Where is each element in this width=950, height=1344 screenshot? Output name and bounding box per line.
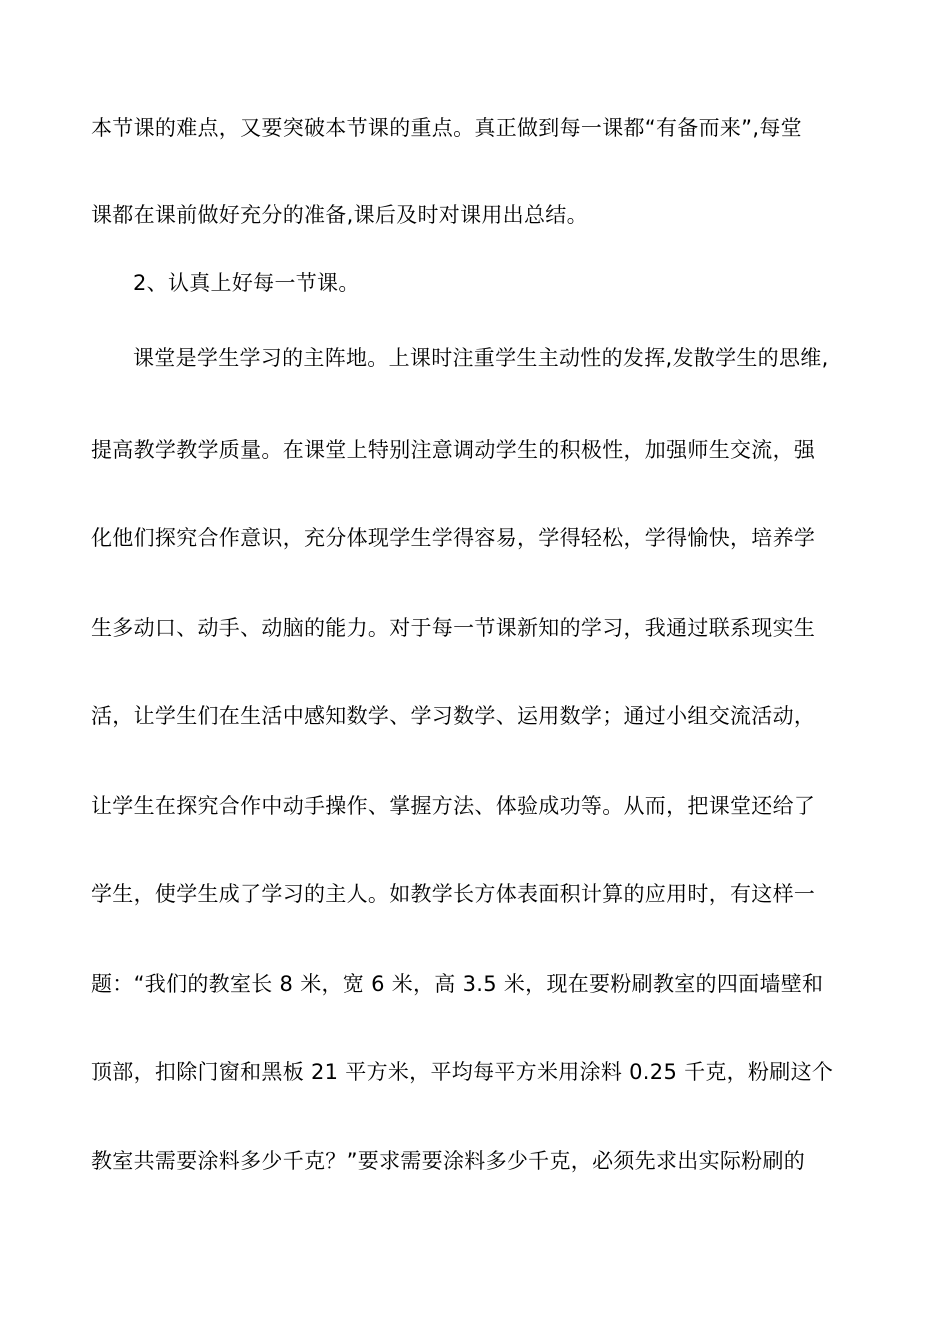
paragraph-line: 提高教学教学质量。在课堂上特别注意调动学生的积极性，加强师生交流，强 (91, 438, 816, 462)
paragraph-line: 教室共需要涂料多少千克？”要求需要涂料多少千克，必须先求出实际粉刷的 (91, 1149, 806, 1173)
paragraph-line: 让学生在探究合作中动手操作、掌握方法、体验成功等。从而，把课堂还给了 (91, 794, 816, 818)
paragraph-line: 生多动口、动手、动脑的能力。对于每一节课新知的学习，我通过联系现实生 (91, 616, 816, 640)
paragraph-line: 课堂是学生学习的主阵地。上课时注重学生主动性的发挥,发散学生的思维, (133, 346, 829, 370)
paragraph-line: 本节课的难点，又要突破本节课的重点。真正做到每一课都“有备而来”,每堂 (91, 116, 802, 140)
paragraph-line: 活，让学生们在生活中感知数学、学习数学、运用数学；通过小组交流活动， (91, 704, 816, 728)
paragraph-line: 课都在课前做好充分的准备,课后及时对课用出总结。 (91, 203, 588, 227)
paragraph-line: 题：“我们的教室长 8 米，宽 6 米，高 3.5 米，现在要粉刷教室的四面墙壁和 (91, 972, 824, 996)
section-heading: 2、认真上好每一节课。 (133, 271, 360, 295)
paragraph-line: 化他们探究合作意识，充分体现学生学得容易，学得轻松，学得愉快，培养学 (91, 526, 816, 550)
paragraph-line: 学生，使学生成了学习的主人。如教学长方体表面积计算的应用时，有这样一 (91, 882, 816, 906)
paragraph-line: 顶部，扣除门窗和黑板 21 平方米，平均每平方米用涂料 0.25 千克，粉刷这个 (91, 1060, 834, 1084)
